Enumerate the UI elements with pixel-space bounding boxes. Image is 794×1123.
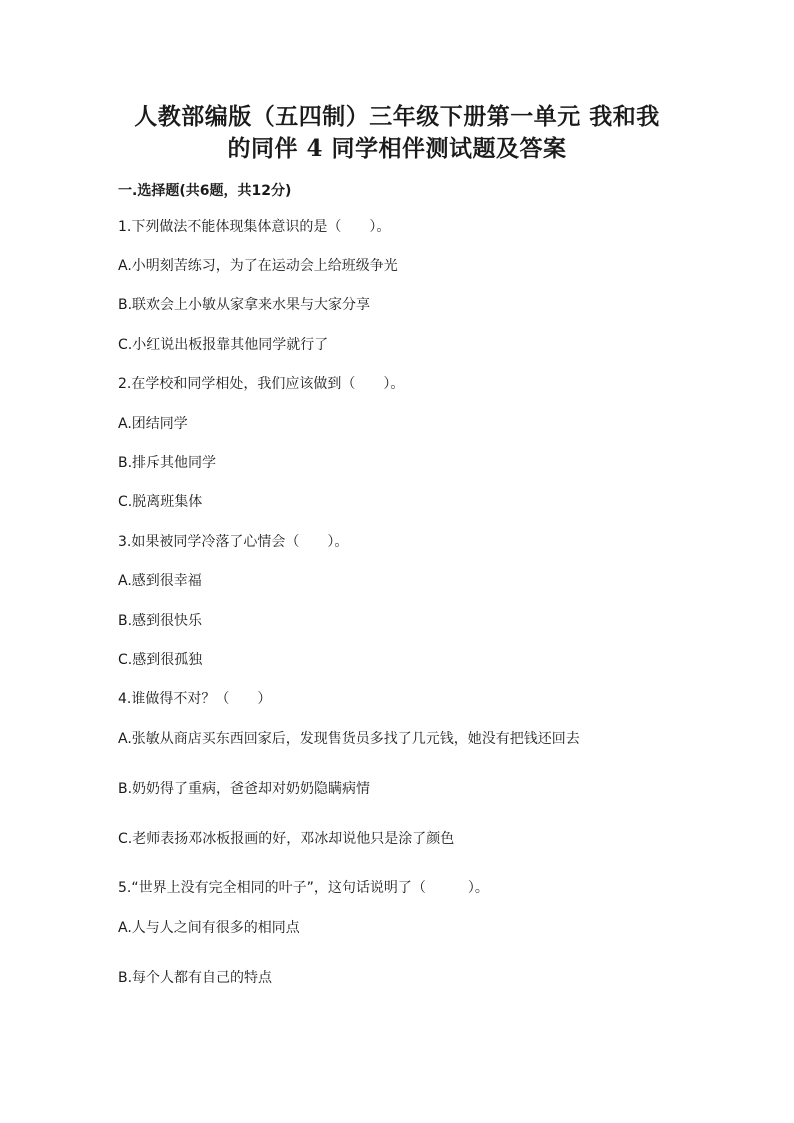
question-2-option-b: B.排斥其他同学 <box>118 455 217 471</box>
question-3-stem: 3.如果被同学冷落了心情会（ ）。 <box>118 534 349 550</box>
question-1-stem: 1.下列做法不能体现集体意识的是（ ）。 <box>118 219 391 235</box>
question-5-option-a: A.人与人之间有很多的相同点 <box>118 920 300 936</box>
question-1-option-a: A.小明刻苦练习，为了在运动会上给班级争光 <box>118 258 398 274</box>
question-1-option-c: C.小红说出板报靠其他同学就行了 <box>118 337 329 353</box>
question-2-option-c: C.脱离班集体 <box>118 494 203 510</box>
question-4-option-b: B.奶奶得了重病，爸爸却对奶奶隐瞒病情 <box>118 781 371 797</box>
section-heading: 一.选择题(共6题，共12分) <box>118 183 292 199</box>
question-2-option-a: A.团结同学 <box>118 416 188 432</box>
document-title-line-1: 人教部编版（五四制）三年级下册第一单元 我和我 <box>134 103 660 130</box>
question-4-option-a: A.张敏从商店买东西回家后，发现售货员多找了几元钱，她没有把钱还回去 <box>118 731 580 747</box>
question-3-option-c: C.感到很孤独 <box>118 652 203 668</box>
document-title-line-2: 的同伴 4 同学相伴测试题及答案 <box>227 135 567 162</box>
question-5-stem: 5.“世界上没有完全相同的叶子”，这句话说明了（ ）。 <box>118 880 489 896</box>
question-3-option-a: A.感到很幸福 <box>118 573 202 589</box>
question-2-stem: 2.在学校和同学相处，我们应该做到（ ）。 <box>118 376 405 392</box>
question-5-option-b: B.每个人都有自己的特点 <box>118 970 273 986</box>
question-1-option-b: B.联欢会上小敏从家拿来水果与大家分享 <box>118 297 371 313</box>
question-3-option-b: B.感到很快乐 <box>118 613 203 629</box>
question-4-stem: 4.谁做得不对？（ ） <box>118 691 272 707</box>
question-4-option-c: C.老师表扬邓冰板报画的好，邓冰却说他只是涂了颜色 <box>118 831 455 847</box>
